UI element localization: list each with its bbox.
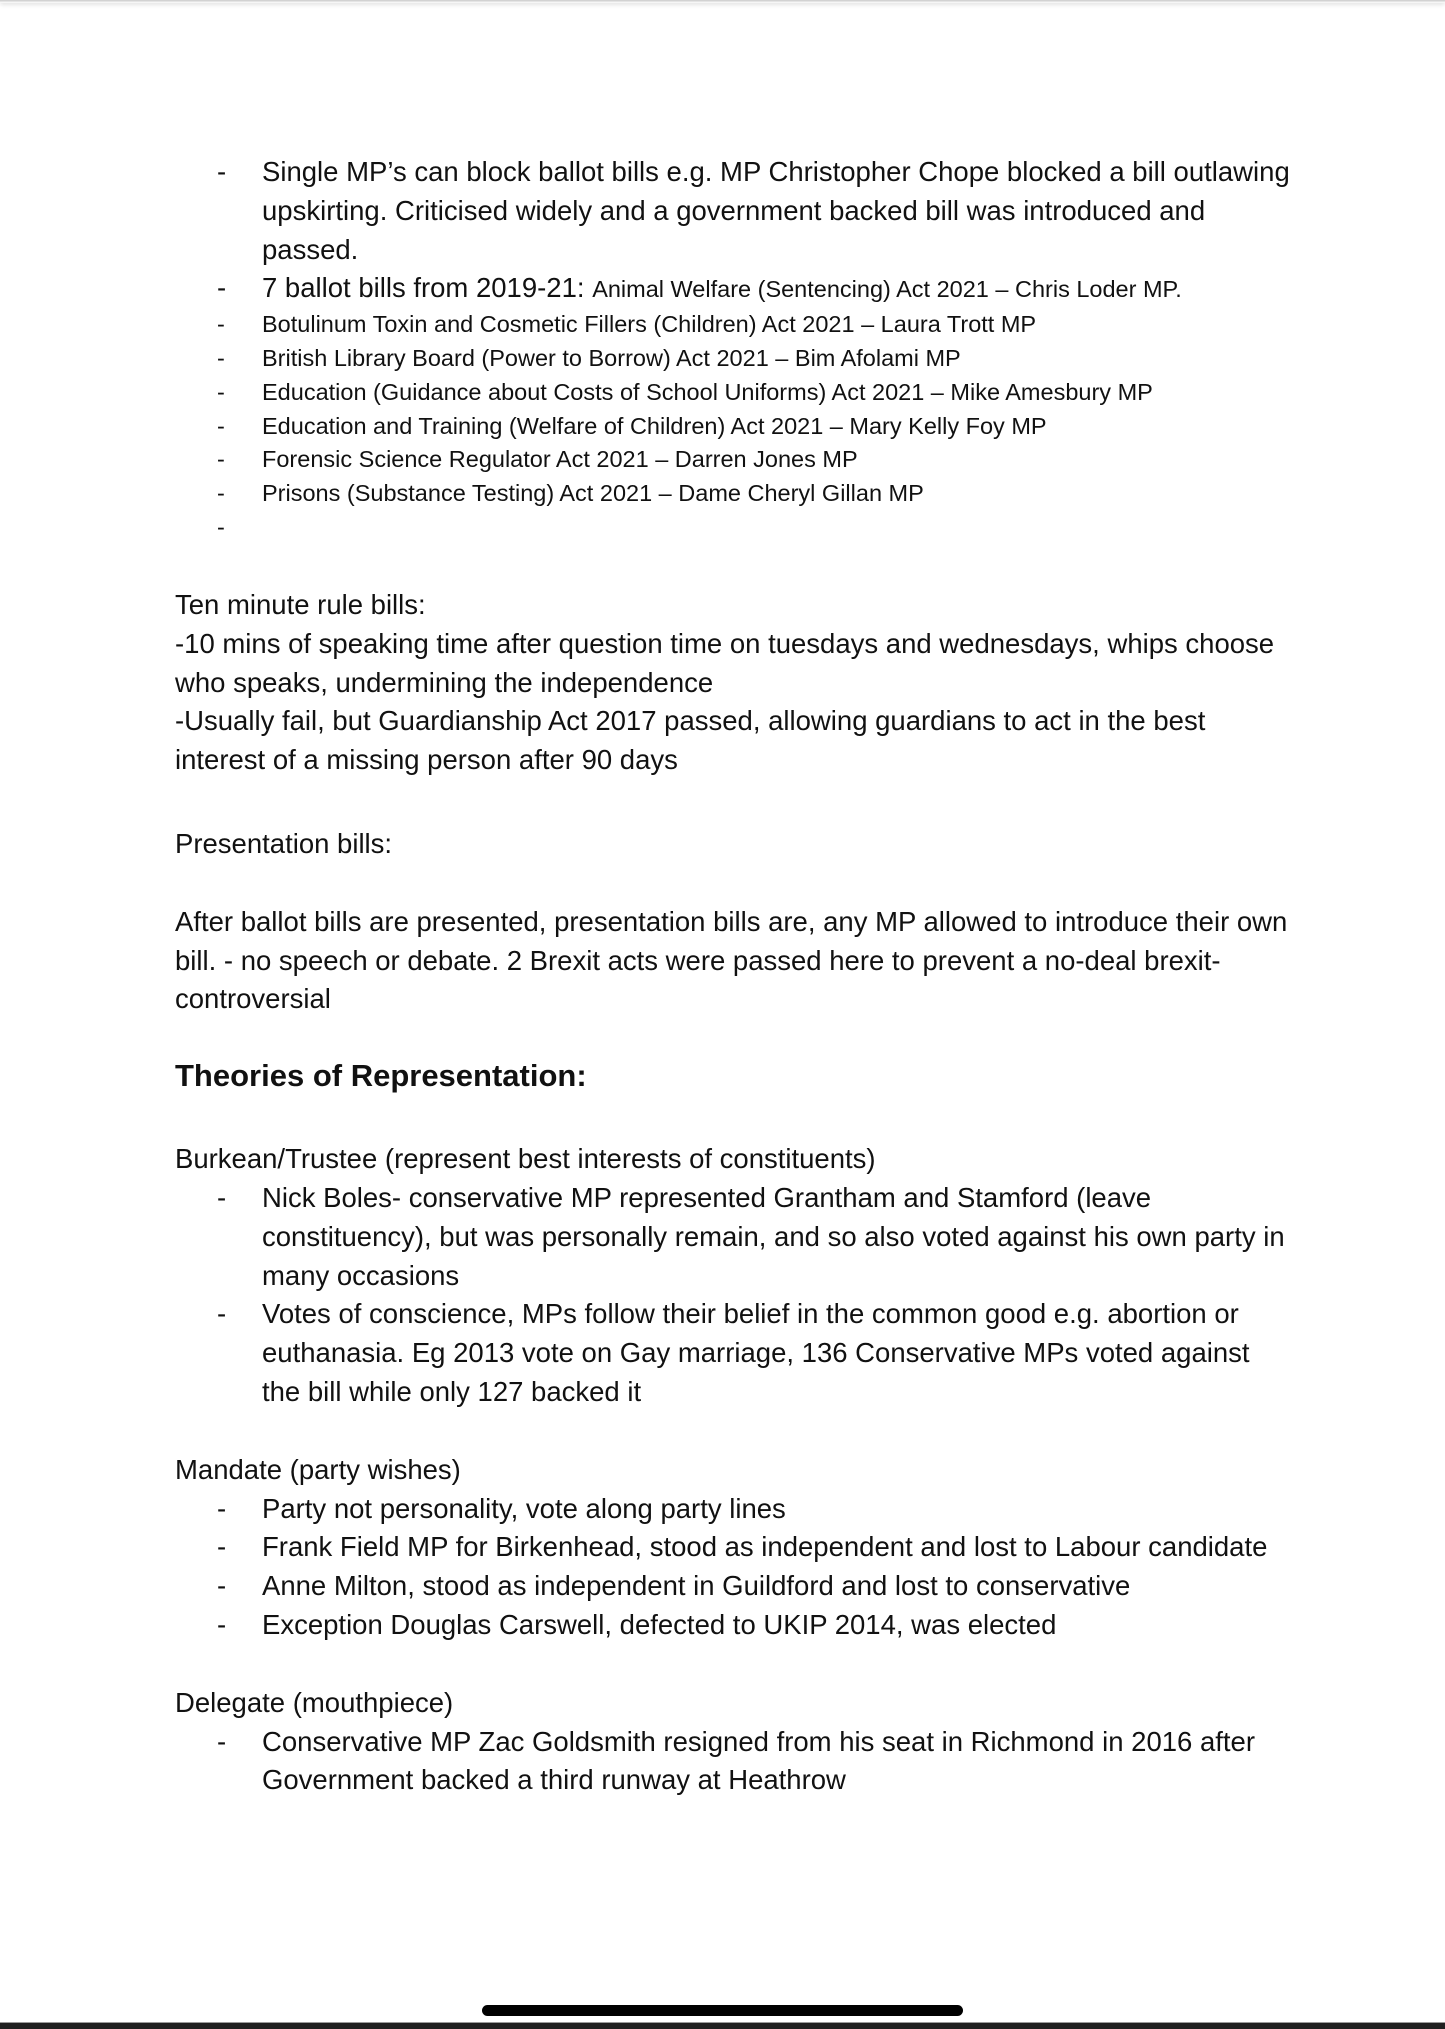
list-item [175, 308, 1295, 342]
spacer [175, 1412, 1295, 1451]
top-edge-shadow [0, 0, 1445, 3]
list-item-text: Party not personality, vote along party lines [262, 1492, 786, 1524]
presentation-title: Presentation bills: [175, 827, 393, 859]
list-item-text: British Library Board (Power to Borrow) Act 2021 – Bim Afolami MP [262, 344, 961, 371]
dash-bullet-icon: - [217, 1181, 227, 1213]
list-item-empty [175, 511, 1295, 547]
list-item [175, 1179, 1295, 1295]
mandate-list [175, 1490, 1295, 1645]
burkean-list [175, 1179, 1295, 1412]
dash-bullet-icon: - [217, 311, 225, 338]
ballot-acts-list [175, 308, 1295, 547]
spacer [175, 1645, 1295, 1684]
list-item-text: Single MP’s can block ballot bills e.g. MP Christopher Chope blocked a bill outlawing upskirting. Criticised widely and a government backed bill was introduced and passed. [262, 156, 1290, 265]
delegate-title: Delegate (mouthpiece) [175, 1686, 454, 1718]
spacer [175, 780, 1295, 825]
list-item [175, 342, 1295, 376]
list-item-text: Anne Milton, stood as independent in Guildford and lost to conservative [262, 1570, 1131, 1602]
list-item-text: Education and Training (Welfare of Children) Act 2021 – Mary Kelly Foy MP [262, 412, 1047, 439]
section-heading: Theories of Representation: [175, 1058, 587, 1094]
burkean-title: Burkean/Trustee (represent best interests of constituents) [175, 1143, 876, 1175]
list-item-text: Frank Field MP for Birkenhead, stood as independent and lost to Labour candidate [262, 1531, 1268, 1563]
dash-bullet-icon: - [217, 1492, 227, 1524]
list-item-text: Nick Boles- conservative MP represented Grantham and Stamford (leave constituency), but was personally remain, and so also voted against his own party in many occasions [262, 1181, 1285, 1291]
dash-bullet-icon: - [217, 412, 225, 439]
list-item [175, 477, 1295, 511]
list-item-text: Botulinum Toxin and Cosmetic Fillers (Children) Act 2021 – Laura Trott MP [262, 311, 1037, 338]
delegate-list [175, 1723, 1295, 1801]
dash-bullet-icon: - [217, 272, 227, 304]
list-item-text: Exception Douglas Carswell, defected to UKIP 2014, was elected [262, 1608, 1057, 1640]
list-item [175, 269, 1295, 309]
list-item-text: Forensic Science Regulator Act 2021 – Darren Jones MP [262, 446, 858, 473]
list-item [175, 1723, 1295, 1801]
ten-minute-title: Ten minute rule bills: [175, 588, 426, 620]
list-item [175, 376, 1295, 410]
dash-bullet-icon: - [217, 156, 227, 187]
spacer [175, 547, 1295, 586]
list-item [175, 153, 1295, 269]
ballot-bills-list [175, 153, 1295, 309]
list-item [175, 1295, 1295, 1411]
list-item [175, 1490, 1295, 1529]
presentation-body: After ballot bills are presented, presentation bills are, any MP allowed to introduce their own bill. - no speech or debate. 2 Brexit acts were passed here to prevent a no-deal brexit- controversial [175, 905, 1295, 1015]
dash-bullet-icon: - [217, 378, 225, 405]
list-item [175, 443, 1295, 477]
list-item [175, 1606, 1295, 1645]
spacer [175, 1096, 1295, 1140]
dash-bullet-icon: - [217, 1298, 227, 1330]
dash-bullet-icon: - [217, 480, 225, 507]
list-item-lead-text: 7 ballot bills from 2019-21: [262, 272, 593, 304]
dash-bullet-icon: - [217, 1725, 227, 1757]
list-item-text: Education (Guidance about Costs of School Uniforms) Act 2021 – Mike Amesbury MP [262, 378, 1153, 405]
ten-minute-line: -Usually fail, but Guardianship Act 2017 passed, allowing guardians to act in the best interest of a missing person after 90 days [175, 705, 1213, 776]
list-item-text: Animal Welfare (Sentencing) Act 2021 – Chris Loder MP. [592, 276, 1182, 303]
list-item-text: Votes of conscience, MPs follow their belief in the common good e.g. abortion or euthanasia. Eg 2013 vote on Gay marriage, 136 Conservative MPs voted against the bill while only 127 backed it [262, 1298, 1250, 1407]
list-item-text: Conservative MP Zac Goldsmith resigned from his seat in Richmond in 2016 after Government backed a third runway at Heathrow [262, 1725, 1255, 1796]
dash-bullet-icon: - [217, 344, 225, 371]
dash-bullet-icon: - [217, 1608, 227, 1640]
list-item [175, 1528, 1295, 1567]
spacer [175, 864, 1295, 903]
list-item [175, 1567, 1295, 1606]
home-indicator-bar[interactable] [482, 2005, 963, 2016]
list-item-text: Prisons (Substance Testing) Act 2021 – Dame Cheryl Gillan MP [262, 480, 924, 507]
dash-bullet-icon: - [217, 513, 225, 540]
dash-bullet-icon: - [217, 1570, 227, 1602]
document-page[interactable] [175, 153, 1295, 1800]
ten-minute-line: -10 mins of speaking time after question time on tuesdays and wednesdays, whips choose who speaks, undermining the independence [175, 627, 1282, 698]
dash-bullet-icon: - [217, 1531, 227, 1563]
mandate-title: Mandate (party wishes) [175, 1453, 461, 1485]
dash-bullet-icon: - [217, 446, 225, 473]
list-item [175, 410, 1295, 444]
spacer [175, 1019, 1295, 1056]
